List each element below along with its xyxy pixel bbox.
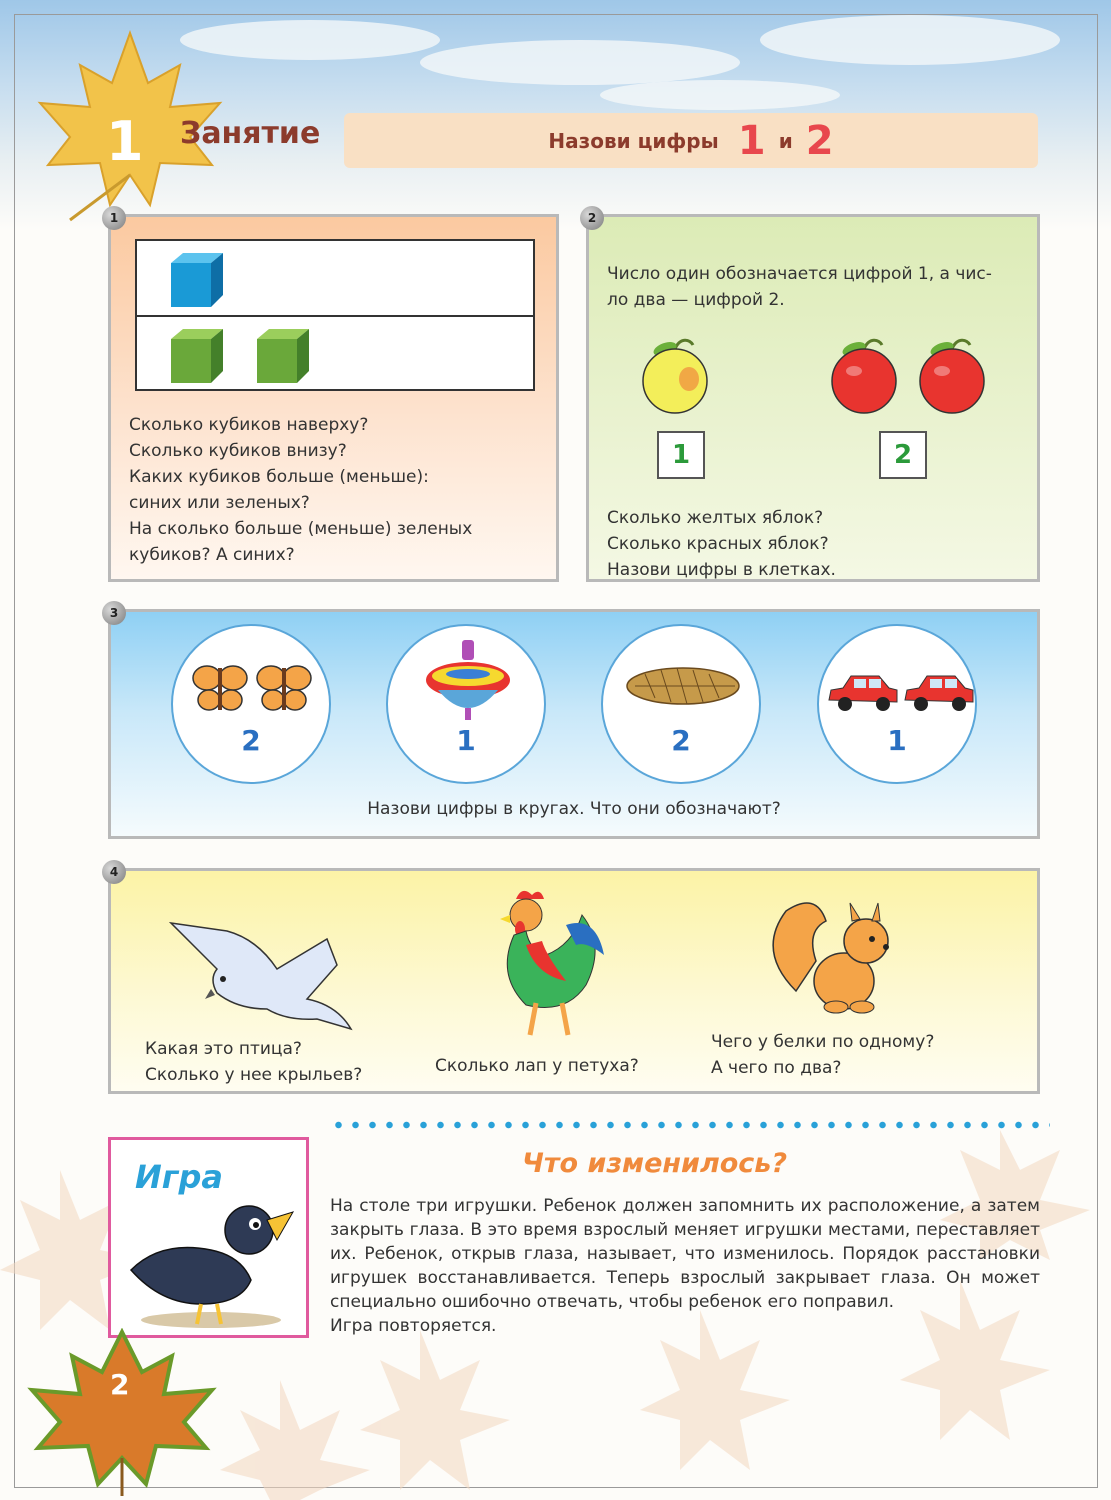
rooster-question: Сколько лап у петуха?	[435, 1056, 639, 1076]
game-box	[108, 1137, 309, 1338]
task4-badge: 4	[102, 860, 126, 884]
task3-badge: 3	[102, 601, 126, 625]
page-number: 2	[110, 1368, 130, 1401]
task3-caption: Назови цифры в кругах. Что они обозначают?	[367, 799, 781, 819]
car-icon	[827, 670, 975, 716]
game-label: Игра	[135, 1158, 223, 1196]
circle-butterflies	[171, 624, 331, 784]
task3-panel	[108, 609, 1040, 839]
bird-question: Какая это птица? Сколько у нее крыльев?	[145, 1039, 363, 1085]
squirrel-question: Чего у белки по одному? А чего по два?	[711, 1032, 935, 1078]
green-cube-icon	[161, 327, 231, 387]
dotted-divider	[330, 1120, 1050, 1130]
task2-questions: Сколько желтых яблок? Сколько красных яблок? Назови цифры в клетках.	[607, 508, 836, 580]
circle-pine-cones	[601, 624, 761, 784]
circle-cars	[817, 624, 977, 784]
circle-spinning-top	[386, 624, 546, 784]
task2-badge: 2	[580, 206, 604, 230]
task1-questions: Сколько кубиков наверху? Сколько кубиков внизу? Каких кубиков больше (меньше): синих или зеленых? На сколько больше (меньше) зеленых кубиков? А синих?	[129, 415, 473, 565]
circle-number: 1	[456, 724, 476, 757]
red-apple-icon	[912, 337, 992, 417]
lesson-number: 1	[106, 110, 144, 173]
task2-intro: Число один обозначается цифрой 1, а чис- ло два — цифрой 2.	[607, 264, 992, 310]
task2-panel	[586, 214, 1040, 582]
crow-icon	[121, 1200, 296, 1330]
circle-number: 2	[241, 724, 261, 757]
and-word: и	[778, 129, 793, 153]
yellow-apple-icon	[635, 337, 715, 417]
butterfly-icon	[191, 656, 315, 716]
red-apple-icon	[824, 337, 904, 417]
digit-one: 1	[737, 118, 766, 164]
game-text: На столе три игрушки. Ребенок должен запомнить их расположение, а затем закрыть глаза. В это время взрослый меняет игрушки местами, переставляет их. Ребенок, открыв глаза, называет, что изменилось. Порядок расстановки игрушек восстанавливается. Теперь взрослый закрывает глаза. Он может специально ошибочно отвечать, чтобы ребенок его поправил. Игра повторяется.	[330, 1196, 1040, 1336]
dove-icon	[167, 909, 357, 1039]
cubes-table	[135, 239, 535, 391]
maple-leaf-icon	[22, 1328, 222, 1498]
lesson-title-bar	[344, 113, 1038, 168]
rooster-icon	[486, 885, 616, 1045]
task1-panel	[108, 214, 559, 582]
squirrel-icon	[766, 891, 906, 1021]
task4-panel	[108, 868, 1040, 1094]
number-box-2: 2	[879, 431, 927, 479]
circle-number: 2	[671, 724, 691, 757]
number-box-1: 1	[657, 431, 705, 479]
pine-cone-icon	[625, 662, 745, 710]
digit-two: 2	[805, 118, 834, 164]
lesson-title: Назови цифры	[548, 129, 719, 153]
spinning-top-icon	[418, 636, 518, 726]
circle-number: 1	[887, 724, 907, 757]
lesson-label: Занятие	[180, 116, 321, 151]
blue-cube-icon	[161, 251, 231, 311]
game-heading: Что изменилось?	[522, 1148, 788, 1179]
green-cube-icon	[247, 327, 317, 387]
task1-badge: 1	[102, 206, 126, 230]
